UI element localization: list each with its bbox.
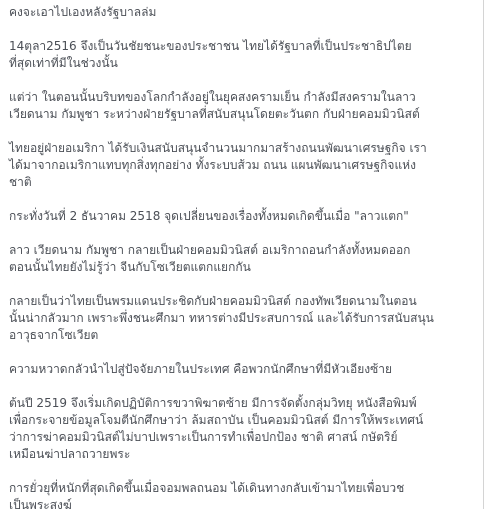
paragraph-spacer <box>9 123 473 140</box>
paragraph-spacer <box>9 378 473 395</box>
post-paragraph: ต้นปี 2519 จึงเริ่มเกิดปฏิบัติการขวาพิฆาตซ้าย มีการจัดตั้งกลุ่มวิทยุ หนังสือพิมพ์ เพื่อกระจายข้อมูลโจมตีนักศึกษาว่า ล้มสถาบัน เป็นคอมมิวนิสต์ มีการให้พระเทศน์ ว่าการฆ่าคอมมิวนิสต์ไม่บาปเพราะเป็นการทำเพื่อปกป้อง ชาติ ศาสน์ กษัตริย์ เหมือนฆ่าปลาถวายพระ <box>9 396 424 461</box>
post-paragraph: ความหวาดกลัวนำไปสู่ปัจจัยภายในประเทศ คือพวกนักศึกษาที่มีหัวเอียงซ้าย <box>9 362 393 376</box>
paragraph-spacer <box>9 225 473 242</box>
post-paragraph: กลายเป็นว่าไทยเป็นพรมแดนประชิดกับฝ่ายคอมมิวนิสต์ กองทัพเวียดนามในตอน นั้นน่ากลัวมาก เพราะพึ่งชนะศึกมา ทหารต่างมีประสบการณ์ และได้รับการสนับสนุน อาวุธจากโซเวียต <box>9 294 434 342</box>
post-paragraph: คงจะเอาไปเองหลังรัฐบาลล่ม <box>9 5 157 19</box>
paragraph-spacer <box>9 344 473 361</box>
post-paragraph: ไทยอยู่ฝ่ายอเมริกา ได้รับเงินสนับสนุนจำนวนมากมาสร้างถนนพัฒนาเศรษฐกิจ เรา ได้มาจากอเมริกาแทบทุกสิ่งทุกอย่าง ทั้งระบบส้วม ถนน แผนพัฒนาเศรษฐกิจแห่ง ชาติ <box>9 141 427 189</box>
paragraph-spacer <box>9 191 473 208</box>
post-paragraph: กระทั่งวันที่ 2 ธันวาคม 2518 จุดเปลี่ยนของเรื่องทั้งหมดเกิดขึ้นเมื่อ "ลาวแตก" <box>9 209 409 223</box>
paragraph-spacer <box>9 463 473 480</box>
post-paragraph: การยั่วยุที่หนักที่สุดเกิดขึ้นเมื่อจอมพลถนอม ได้เดินทางกลับเข้ามาไทยเพื่อบวช เป็นพระสงฆ์ <box>9 481 405 512</box>
post-paragraph: แต่ว่า ในตอนนั้นบริบทของโลกกำลังอยู่ในยุคสงครามเย็น กำลังมีสงครามในลาว เวียดนาม กัมพูชา ระหว่างฝ่ายรัฐบาลที่สนับสนุนโดยตะวันตก กับฝ่ายคอมมิวนิสต์ <box>9 90 420 121</box>
post-paragraph: 14ตุลา2516 จึงเป็นวันชัยชนะของประชาชน ไทยได้รัฐบาลที่เป็นประชาธิปไตย ที่สุดเท่าที่มีในช่วงนั้น <box>9 39 412 70</box>
paragraph-spacer <box>9 276 473 293</box>
post-paragraph: ลาว เวียดนาม กัมพูชา กลายเป็นฝ่ายคอมมิวนิสต์ อเมริกาถอนกำลังทั้งหมดออก ตอนนั้นไทยยังไม่รู้ว่า จีนกับโซเวียตแตกแยกกัน <box>9 243 411 274</box>
paragraph-spacer <box>9 72 473 89</box>
